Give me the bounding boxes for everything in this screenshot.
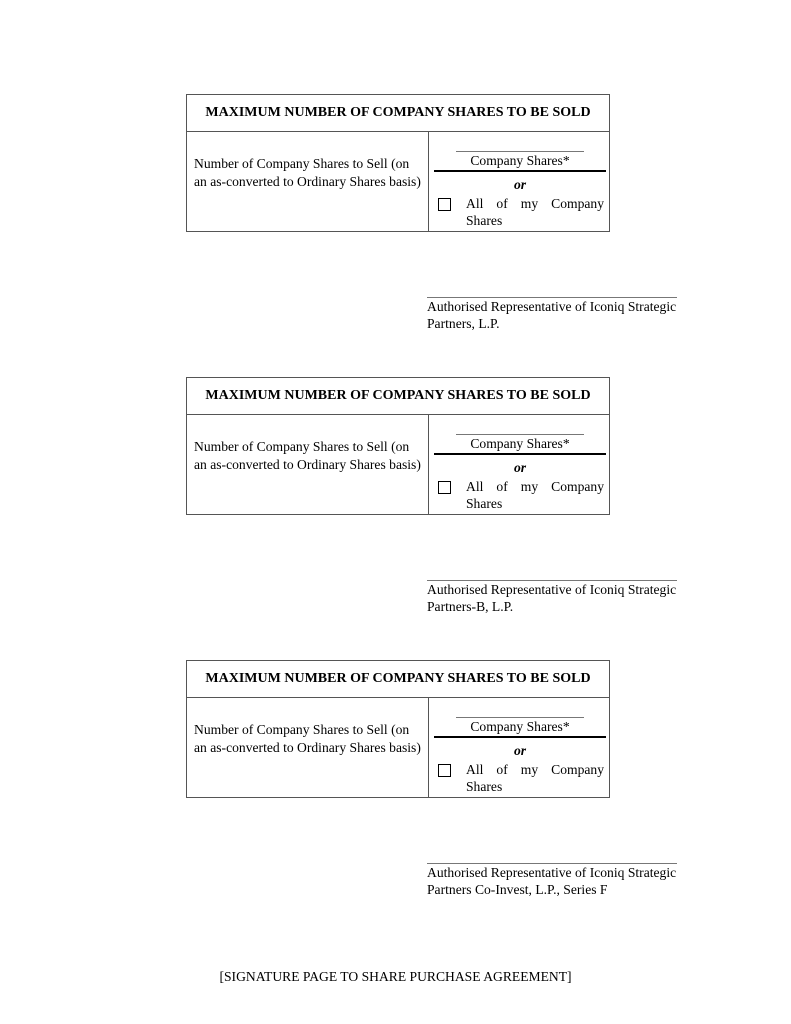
or-label: or: [513, 177, 527, 192]
all-shares-checkbox[interactable]: [438, 481, 451, 494]
signatory-line-2: Partners Co-Invest, L.P., Series F: [427, 882, 608, 897]
company-shares-label: Company Shares*: [470, 436, 570, 451]
shares-label: Number of Company Shares to Sell (on an as-converted to Ordinary Shares basis): [194, 722, 421, 755]
all-shares-label: All of my Company Shares: [466, 479, 604, 511]
signatory-line-2: Partners-B, L.P.: [427, 599, 514, 614]
or-label: or: [513, 460, 527, 475]
company-shares-label: Company Shares*: [470, 153, 570, 168]
all-shares-label: All of my Company Shares: [466, 762, 604, 794]
signatory-line-1: Authorised Representative of Iconiq Strategic: [427, 865, 677, 880]
table-heading: MAXIMUM NUMBER OF COMPANY SHARES TO BE SOLD: [187, 95, 609, 132]
shares-table: [186, 660, 610, 798]
signatory-line-1: Authorised Representative of Iconiq Strategic: [427, 582, 677, 597]
company-shares-label: Company Shares*: [470, 719, 570, 734]
signatory-line-1: Authorised Representative of Iconiq Strategic: [427, 299, 677, 314]
shares-label-cell: [187, 415, 429, 514]
shares-label-cell: [187, 698, 429, 797]
shares-entry-cell: [429, 132, 609, 231]
shares-label-cell: [187, 132, 429, 231]
divider: [434, 453, 606, 455]
table-heading: MAXIMUM NUMBER OF COMPANY SHARES TO BE SOLD: [187, 661, 609, 698]
shares-entry-cell: [429, 415, 609, 514]
or-label: or: [513, 743, 527, 758]
shares-table: [186, 94, 610, 232]
all-shares-checkbox[interactable]: [438, 764, 451, 777]
signatory-line-2: Partners, L.P.: [427, 316, 500, 331]
all-shares-label: All of my Company Shares: [466, 196, 604, 228]
divider: [434, 736, 606, 738]
shares-table: [186, 377, 610, 515]
shares-entry-cell: [429, 698, 609, 797]
all-shares-checkbox[interactable]: [438, 198, 451, 211]
signature-block-1: [0, 0, 791, 331]
signature-block-2: [0, 283, 791, 614]
shares-label: Number of Company Shares to Sell (on an as-converted to Ordinary Shares basis): [194, 156, 421, 189]
page-footer: [SIGNATURE PAGE TO SHARE PURCHASE AGREEMENT]: [219, 969, 572, 984]
signature-block-3: [0, 566, 791, 897]
divider: [434, 170, 606, 172]
table-heading: MAXIMUM NUMBER OF COMPANY SHARES TO BE SOLD: [187, 378, 609, 415]
shares-label: Number of Company Shares to Sell (on an as-converted to Ordinary Shares basis): [194, 439, 421, 472]
